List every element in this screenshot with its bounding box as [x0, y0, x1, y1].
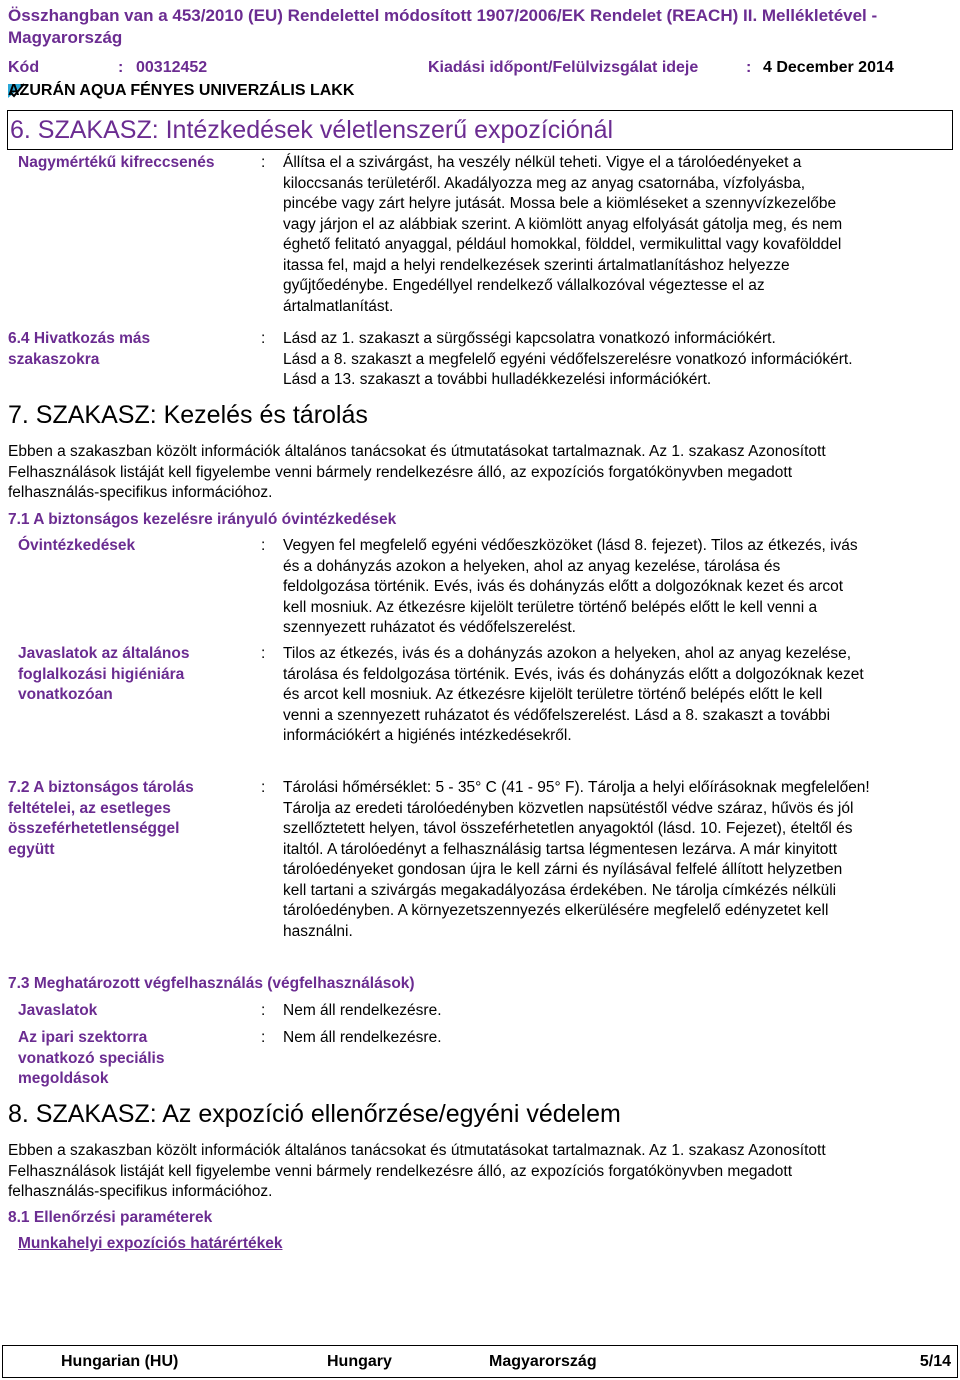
precautions-text: Vegyen fel megfelelő egyéni védőeszközöket (lásd 8. fejezet). Tilos az étkezés, ivás és a dohányzás azokon a helyeken, ahol az anyag kezelése, tárolása és feldolgozása történik. Evés, ivás és dohányzás előtt a dolgozóknak kezet és arcot kell mosniuk. Az étkezésre kijelölt területre történő belépés előtt le kell venni a szennyezett ruházatot és védőfelszerelést. — [283, 537, 858, 636]
industrial-solutions-colon: : — [261, 1029, 266, 1046]
footer-region: Magyarország — [489, 1353, 597, 1370]
product-name: AZURÁN AQUA FÉNYES UNIVERZÁLIS LAKK — [8, 82, 355, 99]
section6-title: 6. SZAKASZ: Intézkedések véletlenszerű expozíciónál — [10, 116, 614, 144]
code-value: 00312452 — [136, 59, 208, 76]
issue-date-value: 4 December 2014 — [763, 59, 894, 76]
footer-country: Hungary — [327, 1353, 392, 1370]
recommendations-colon: : — [261, 1002, 266, 1019]
ref-other-sections-label: 6.4 Hivatkozás más szakaszokra — [8, 330, 151, 368]
hygiene-colon: : — [261, 645, 266, 662]
code-colon: : — [118, 59, 124, 76]
code-label: Kód — [8, 59, 40, 76]
storage-colon: : — [261, 779, 266, 796]
precautions-label: Óvintézkedések — [18, 537, 136, 554]
spill-colon: : — [261, 154, 266, 171]
storage-label: 7.2 A biztonságos tárolás feltételei, az esetleges összeférhetetlenséggel együtt — [8, 779, 194, 858]
recommendations-value: Nem áll rendelkezésre. — [283, 1002, 442, 1019]
section7-title: 7. SZAKASZ: Kezelés és tárolás — [8, 401, 368, 429]
footer-page-number: 5/14 — [919, 1353, 951, 1370]
subsection-7-3-title: 7.3 Meghatározott végfelhasználás (végfelhasználások) — [8, 975, 415, 992]
industrial-solutions-label: Az ipari szektorra vonatkozó speciális megoldások — [18, 1029, 165, 1087]
subsection-8-1-title: 8.1 Ellenőrzési paraméterek — [8, 1209, 213, 1226]
exposure-limits-link[interactable]: Munkahelyi expozíciós határértékek — [18, 1235, 283, 1252]
issue-date-colon: : — [746, 59, 752, 76]
industrial-solutions-value: Nem áll rendelkezésre. — [283, 1029, 442, 1046]
section8-intro: Ebben a szakaszban közölt információk általános tanácsokat és útmutatásokat tartalmaznak. Az 1. szakasz Azonosított Felhasználások listáját kell figyelembe venni bármely rendelkezésre álló, az expozíciós forgatókönyvben megadott felhasználás-specifikus információhoz. — [8, 1142, 826, 1200]
section7-intro: Ebben a szakaszban közölt információk általános tanácsokat és útmutatásokat tartalmaznak. Az 1. szakasz Azonosított Felhasználások listáját kell figyelembe venni bármely rendelkezésre álló, az expozíciós forgatókönyvben megadott felhasználás-specifikus információhoz. — [8, 443, 826, 501]
subsection-7-1-title: 7.1 A biztonságos kezelésre irányuló óvintézkedések — [8, 511, 397, 528]
hygiene-text: Tilos az étkezés, ivás és a dohányzás azokon a helyeken, ahol az anyag kezelése, tárolása és feldolgozása történik. Evés, ivás és dohányzás előtt a dolgozóknak kezet és arcot kell mosniuk. Az étkezésre kijelölt területre történő belépés előtt le kell venni a szennyezett ruházatot és védőfelszerelést. Lásd a 8. szakaszt a további információkért a higiénés intézkedésekről. — [283, 645, 864, 744]
ref-text: Lásd az 1. szakaszt a sürgősségi kapcsolatra vonatkozó információkért. Lásd a 8. szakaszt a megfelelő egyéni védőfelszerelésre vonatkozó információkért. Lásd a 13. szakaszt a további hulladékkezelési információkért. — [283, 330, 853, 388]
ref-colon: : — [261, 330, 266, 347]
precautions-colon: : — [261, 537, 266, 554]
hygiene-label: Javaslatok az általános foglalkozási higiéniára vonatkozóan — [18, 645, 190, 703]
storage-text: Tárolási hőmérséklet: 5 - 35° C (41 - 95° F). Tárolja a helyi előírásoknak megfelelően! Tárolja az eredeti tárolóedényben közvetlen napsütéstől védve száraz, hűvös és jól szellőztetett helyen, távol összeférhetetlen anyagoktól (lásd. 10. Fejezet), ételtől és italtól. A tárolóedényt a felhasználásig tartsa légmentesen lezárva. A már kinyitott tárolóedényeket gondosan újra le kell zárni és nyílásával felfelé állított helyzetben kell tartani a szivárgás megakadályozása érdekében. Ne tárolja címkézés nélküli tárolóedényben. A környezetszennyezés elkerülésére megfelelő edényzetet kell használni. — [283, 779, 870, 940]
regulation-title: Összhangban van a 453/2010 (EU) Rendelettel módosított 1907/2006/EK Rendelet (REACH) II. Mellékletével - Magyarország — [8, 6, 878, 47]
issue-date-label: Kiadási időpont/Felülvizsgálat ideje — [428, 59, 699, 76]
footer-language: Hungarian (HU) — [61, 1353, 179, 1370]
recommendations-label: Javaslatok — [18, 1002, 98, 1019]
spill-text: Állítsa el a szivárgást, ha veszély nélkül teheti. Vigye el a tárolóedényeket a kiloccsanás területéről. Akadályozza meg az anyag csatornába, vízfolyásba, pincébe vagy zárt helyre jutását. Mossa bele a kiömléseket a szennyvízkezelőbe vagy járjon el az alábbiak szerint. A kiömlött anyag elfolyását gátolja meg, és nem éghető felitató anyaggal, például homokkal, földdel, vermikulittal vagy kovafölddel itassa fel, majd a helyi rendelkezések szerinti ártalmatlanításhoz helyezze gyűjtőedénybe. Engedéllyel rendelkező vállalkozóval végeztesse el az ártalmatlanítást. — [283, 154, 843, 315]
spill-label: Nagymértékű kifreccsenés — [18, 154, 215, 171]
page-footer — [2, 1345, 958, 1378]
section8-title: 8. SZAKASZ: Az expozíció ellenőrzése/egyéni védelem — [8, 1100, 621, 1128]
